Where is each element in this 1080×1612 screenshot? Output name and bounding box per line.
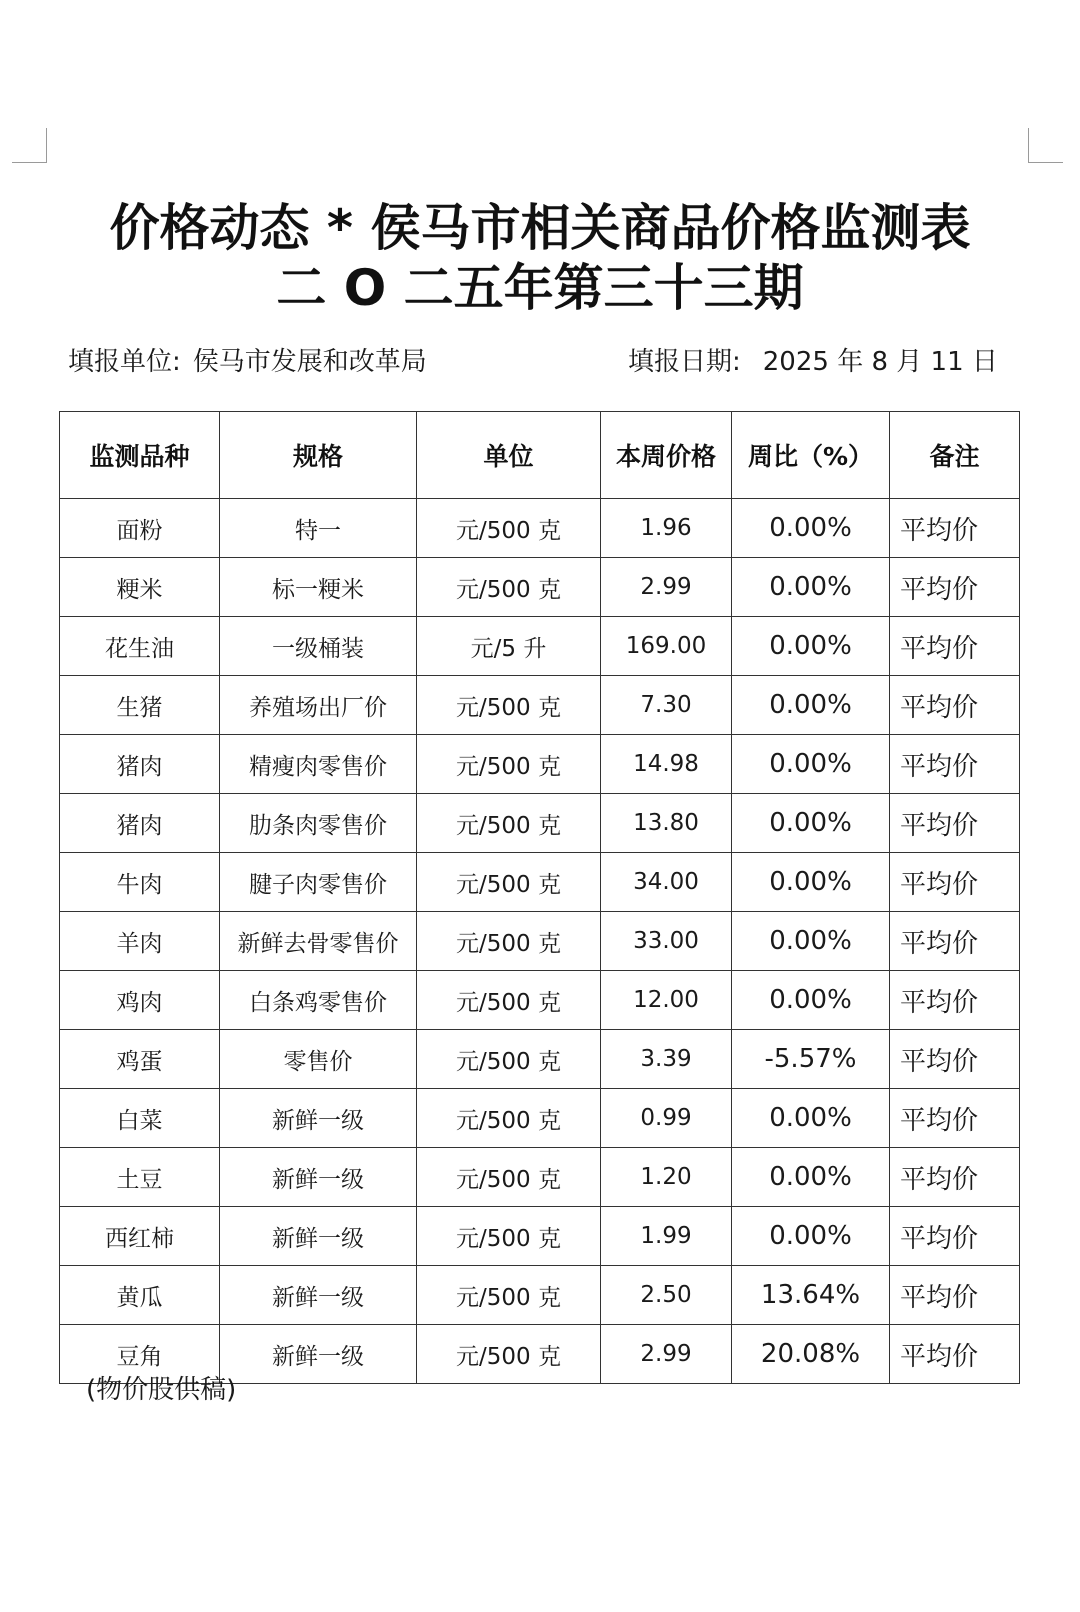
report-date <box>628 344 998 380</box>
cell-change: 0.00% <box>732 1207 890 1266</box>
header-unit: 单位 <box>417 412 601 499</box>
cell-price: 7.30 <box>601 676 732 735</box>
report-unit <box>68 344 427 380</box>
header-price: 本周价格 <box>601 412 732 499</box>
cell-note: 平均价 <box>890 912 1020 971</box>
cell-unit: 元/500 克 <box>417 1148 601 1207</box>
report-unit-label: 填报单位: <box>68 347 181 377</box>
cell-item: 生猪 <box>60 676 220 735</box>
cell-item: 豆角 <box>60 1325 220 1384</box>
cell-spec: 新鲜一级 <box>220 1089 417 1148</box>
cell-price: 0.99 <box>601 1089 732 1148</box>
cell-note: 平均价 <box>890 1148 1020 1207</box>
cell-price: 12.00 <box>601 971 732 1030</box>
cell-change: 0.00% <box>732 1089 890 1148</box>
table-row <box>60 1089 1020 1148</box>
table-row <box>60 558 1020 617</box>
cell-change: 0.00% <box>732 499 890 558</box>
cell-unit: 元/500 克 <box>417 1266 601 1325</box>
cell-price: 13.80 <box>601 794 732 853</box>
cell-change: 0.00% <box>732 794 890 853</box>
cell-item: 猪肉 <box>60 735 220 794</box>
cell-spec: 零售价 <box>220 1030 417 1089</box>
cell-item: 面粉 <box>60 499 220 558</box>
cell-price: 2.99 <box>601 558 732 617</box>
cell-price: 1.99 <box>601 1207 732 1266</box>
table-row <box>60 617 1020 676</box>
cell-price: 1.96 <box>601 499 732 558</box>
cell-note: 平均价 <box>890 794 1020 853</box>
table-row <box>60 676 1020 735</box>
cell-change: 0.00% <box>732 971 890 1030</box>
cell-change: 0.00% <box>732 853 890 912</box>
table-row <box>60 1207 1020 1266</box>
table-row <box>60 499 1020 558</box>
cell-item: 粳米 <box>60 558 220 617</box>
cell-price: 169.00 <box>601 617 732 676</box>
header-row <box>60 412 1020 499</box>
cell-unit: 元/500 克 <box>417 912 601 971</box>
cell-price: 2.99 <box>601 1325 732 1384</box>
issue-title: 二 O 二五年第三十三期 <box>276 259 804 317</box>
table-row <box>60 794 1020 853</box>
cell-note: 平均价 <box>890 1266 1020 1325</box>
cell-change: 0.00% <box>732 617 890 676</box>
cell-item: 鸡蛋 <box>60 1030 220 1089</box>
cell-item: 猪肉 <box>60 794 220 853</box>
cell-change: -5.57% <box>732 1030 890 1089</box>
cell-change: 0.00% <box>732 735 890 794</box>
crop-mark-top-left <box>12 128 47 163</box>
cell-spec: 标一粳米 <box>220 558 417 617</box>
cell-spec: 新鲜一级 <box>220 1148 417 1207</box>
cell-item: 羊肉 <box>60 912 220 971</box>
table-row <box>60 1266 1020 1325</box>
cell-price: 33.00 <box>601 912 732 971</box>
header-change: 周比（%） <box>732 412 890 499</box>
cell-note: 平均价 <box>890 676 1020 735</box>
cell-price: 1.20 <box>601 1148 732 1207</box>
cell-change: 13.64% <box>732 1266 890 1325</box>
cell-spec: 腱子肉零售价 <box>220 853 417 912</box>
cell-change: 20.08% <box>732 1325 890 1384</box>
header-spec: 规格 <box>220 412 417 499</box>
cell-item: 白菜 <box>60 1089 220 1148</box>
footer-source: (物价股供稿) <box>86 1375 237 1405</box>
cell-unit: 元/500 克 <box>417 735 601 794</box>
cell-spec: 新鲜一级 <box>220 1266 417 1325</box>
cell-spec: 新鲜去骨零售价 <box>220 912 417 971</box>
report-unit-value: 侯马市发展和改革局 <box>192 347 427 377</box>
cell-unit: 元/500 克 <box>417 971 601 1030</box>
cell-note: 平均价 <box>890 971 1020 1030</box>
cell-unit: 元/500 克 <box>417 853 601 912</box>
cell-item: 鸡肉 <box>60 971 220 1030</box>
cell-unit: 元/500 克 <box>417 1089 601 1148</box>
cell-note: 平均价 <box>890 499 1020 558</box>
cell-change: 0.00% <box>732 1148 890 1207</box>
cell-note: 平均价 <box>890 853 1020 912</box>
table-row <box>60 971 1020 1030</box>
cell-change: 0.00% <box>732 912 890 971</box>
header-item: 监测品种 <box>60 412 220 499</box>
cell-item: 土豆 <box>60 1148 220 1207</box>
cell-change: 0.00% <box>732 676 890 735</box>
price-monitoring-table <box>59 411 1020 1384</box>
cell-note: 平均价 <box>890 617 1020 676</box>
table-row <box>60 1030 1020 1089</box>
cell-item: 花生油 <box>60 617 220 676</box>
cell-spec: 肋条肉零售价 <box>220 794 417 853</box>
cell-note: 平均价 <box>890 1089 1020 1148</box>
cell-unit: 元/500 克 <box>417 499 601 558</box>
cell-spec: 一级桶装 <box>220 617 417 676</box>
header-note: 备注 <box>890 412 1020 499</box>
cell-spec: 新鲜一级 <box>220 1207 417 1266</box>
cell-unit: 元/500 克 <box>417 676 601 735</box>
cell-spec: 新鲜一级 <box>220 1325 417 1384</box>
crop-mark-top-right <box>1028 128 1063 163</box>
cell-price: 3.39 <box>601 1030 732 1089</box>
cell-unit: 元/500 克 <box>417 1325 601 1384</box>
cell-unit: 元/5 升 <box>417 617 601 676</box>
cell-note: 平均价 <box>890 1207 1020 1266</box>
cell-change: 0.00% <box>732 558 890 617</box>
report-date-value: 2025 年 8 月 11 日 <box>762 347 998 377</box>
document-title: 价格动态 * 侯马市相关商品价格监测表 <box>109 199 971 257</box>
table-row <box>60 853 1020 912</box>
table-row <box>60 735 1020 794</box>
table-row <box>60 912 1020 971</box>
cell-note: 平均价 <box>890 735 1020 794</box>
cell-unit: 元/500 克 <box>417 558 601 617</box>
cell-spec: 精瘦肉零售价 <box>220 735 417 794</box>
cell-unit: 元/500 克 <box>417 794 601 853</box>
cell-item: 西红柿 <box>60 1207 220 1266</box>
cell-item: 牛肉 <box>60 853 220 912</box>
cell-spec: 养殖场出厂价 <box>220 676 417 735</box>
cell-spec: 白条鸡零售价 <box>220 971 417 1030</box>
cell-price: 2.50 <box>601 1266 732 1325</box>
cell-item: 黄瓜 <box>60 1266 220 1325</box>
cell-note: 平均价 <box>890 1030 1020 1089</box>
cell-unit: 元/500 克 <box>417 1030 601 1089</box>
table-row <box>60 1148 1020 1207</box>
cell-price: 34.00 <box>601 853 732 912</box>
cell-spec: 特一 <box>220 499 417 558</box>
cell-note: 平均价 <box>890 1325 1020 1384</box>
cell-note: 平均价 <box>890 558 1020 617</box>
report-date-label: 填报日期: <box>628 347 741 377</box>
cell-unit: 元/500 克 <box>417 1207 601 1266</box>
cell-price: 14.98 <box>601 735 732 794</box>
